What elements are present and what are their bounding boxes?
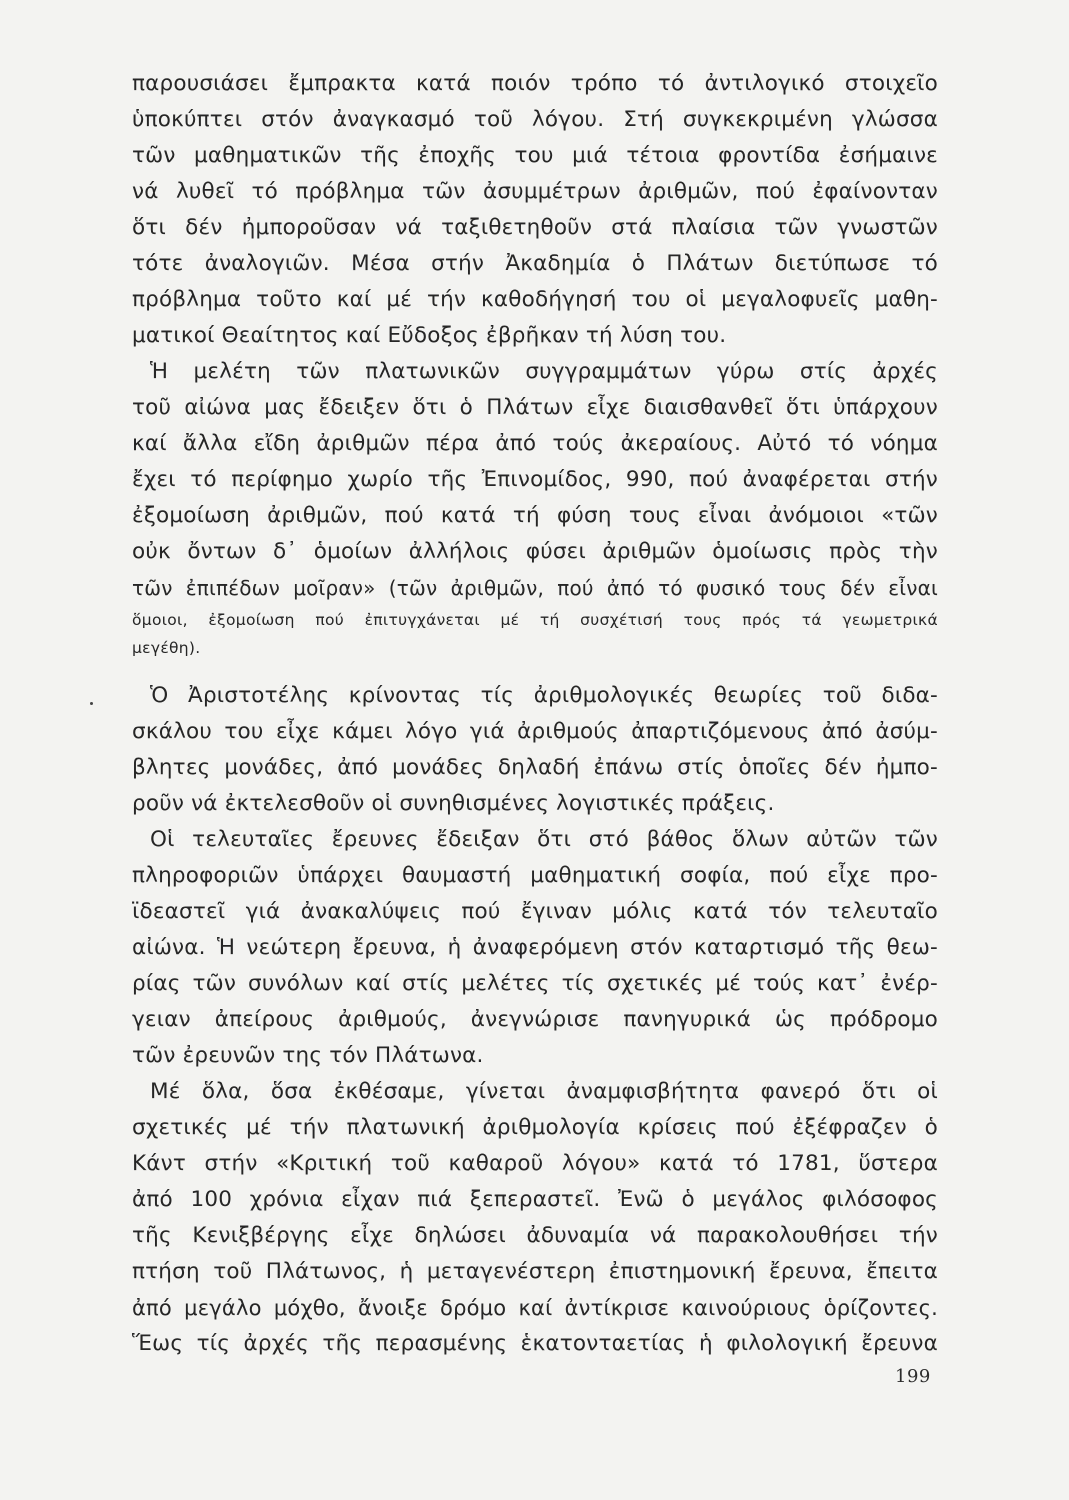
text-line: τότε ἀναλογιῶν. Μέσα στήν Ἀκαδημία ὁ Πλάτων διετύπωσε τό [132, 251, 938, 276]
text-line: βλητες μονάδες, ἀπό μονάδες δηλαδή ἐπάνω στίς ὁποῖες δέν ἠμπο- [132, 755, 938, 780]
text-line: Οἱ τελευταῖες ἔρευνες ἔδειξαν ὅτι στό βάθος ὅλων αὐτῶν τῶν [150, 827, 938, 852]
text-line: μεγέθη). [132, 639, 201, 657]
text-line: πληροφοριῶν ὑπάρχει θαυμαστή μαθηματική σοφία, πού εἶχε προ- [132, 863, 938, 888]
text-line: ἀπό μεγάλο μόχθο, ἄνοιξε δρόμο καί ἀντίκρισε καινούριους ὁρίζοντες. [132, 1296, 938, 1320]
text-line: πτήση τοῦ Πλάτωνος, ἡ μεταγενέστερη ἐπιστημονική ἔρευνα, ἔπειτα [132, 1259, 938, 1284]
page-number: 199 [895, 1366, 931, 1387]
text-line: ἀπό 100 χρόνια εἶχαν πιά ξεπεραστεῖ. Ἐνῶ ὁ μεγάλος φιλόσοφος [132, 1187, 938, 1212]
text-line: οὐκ ὄντων δ᾽ ὁμοίων ἀλλήλοις φύσει ἀριθμῶν ὁμοίωσις πρὸς τὴν [132, 539, 938, 564]
text-line: τῶν ἐρευνῶν της τόν Πλάτωνα. [132, 1043, 484, 1068]
text-line: ὅτι δέν ἠμποροῦσαν νά ταξιθετηθοῦν στά πλαίσια τῶν γνωστῶν [132, 215, 938, 240]
text-line: ἔχει τό περίφημο χωρίο τῆς Ἐπινομίδος, 990, πού ἀναφέρεται στήν [132, 467, 938, 492]
margin-mark [90, 702, 93, 705]
text-line: πρόβλημα τοῦτο καί μέ τήν καθοδήγησή του οἱ μεγαλοφυεῖς μαθη- [132, 287, 938, 312]
text-line: ἐξομοίωση ἀριθμῶν, πού κατά τή φύση τους εἶναι ἀνόμοιοι «τῶν [132, 503, 938, 528]
text-line: ὑποκύπτει στόν ἀναγκασμό τοῦ λόγου. Στή συγκεκριμένη γλώσσα [132, 107, 938, 132]
text-line: τῆς Κενιξβέργης εἶχε δηλώσει ἀδυναμία νά παρακολουθήσει τήν [132, 1223, 938, 1248]
text-line: τῶν ἐπιπέδων μοῖραν» (τῶν ἀριθμῶν, πού ἀπό τό φυσικό τους δέν εἶναι [132, 576, 938, 600]
text-line: τοῦ αἰώνα μας ἔδειξεν ὅτι ὁ Πλάτων εἶχε διαισθανθεῖ ὅτι ὑπάρχουν [132, 395, 938, 420]
text-line: καί ἄλλα εἴδη ἀριθμῶν πέρα ἀπό τούς ἀκεραίους. Αὐτό τό νόημα [132, 431, 938, 456]
text-line: Ἡ μελέτη τῶν πλατωνικῶν συγγραμμάτων γύρω στίς ἀρχές [150, 359, 938, 384]
text-line: παρουσιάσει ἔμπρακτα κατά ποιόν τρόπο τό ἀντιλογικό στοιχεῖο [132, 71, 938, 96]
text-line: τῶν μαθηματικῶν τῆς ἐποχῆς του μιά τέτοια φροντίδα ἐσήμαινε [132, 143, 938, 168]
text-line: σκάλου του εἶχε κάμει λόγο γιά ἀριθμούς ἀπαρτιζόμενους ἀπό ἀσύμ- [132, 719, 938, 744]
text-line: ὅμοιοι, ἐξομοίωση πού ἐπιτυγχάνεται μέ τή συσχέτισή τους πρός τά γεωμετρικά [132, 611, 938, 629]
text-line: ϊδεαστεῖ γιά ἀνακαλύψεις πού ἔγιναν μόλις κατά τόν τελευταῖο [132, 899, 938, 924]
body-text [132, 66, 938, 1362]
text-line: νά λυθεῖ τό πρόβλημα τῶν ἀσυμμέτρων ἀριθμῶν, πού ἐφαίνονταν [132, 179, 938, 204]
text-line: ρίας τῶν συνόλων καί στίς μελέτες τίς σχετικές μέ τούς κατ᾽ ἐνέρ- [132, 971, 938, 996]
text-line: γειαν ἀπείρους ἀριθμούς, ἀνεγνώρισε πανηγυρικά ὡς πρόδρομο [132, 1007, 938, 1032]
text-line: Ἕως τίς ἀρχές τῆς περασμένης ἑκατονταετίας ἡ φιλολογική ἔρευνα [132, 1331, 938, 1356]
text-line: Κάντ στήν «Κριτική τοῦ καθαροῦ λόγου» κατά τό 1781, ὕστερα [132, 1151, 938, 1176]
text-line: Μέ ὅλα, ὅσα ἐκθέσαμε, γίνεται ἀναμφισβήτητα φανερό ὅτι οἱ [150, 1079, 938, 1104]
text-line: ροῦν νά ἐκτελεσθοῦν οἱ συνηθισμένες λογιστικές πράξεις. [132, 791, 775, 816]
text-line: ματικοί Θεαίτητος καί Εὔδοξος ἐβρῆκαν τή λύση του. [132, 323, 727, 348]
text-line: σχετικές μέ τήν πλατωνική ἀριθμολογία κρίσεις πού ἐξέφραζεν ὁ [132, 1115, 938, 1140]
text-line: αἰώνα. Ἡ νεώτερη ἔρευνα, ἡ ἀναφερόμενη στόν καταρτισμό τῆς θεω- [132, 935, 938, 960]
text-line: Ὁ Ἀριστοτέλης κρίνοντας τίς ἀριθμολογικές θεωρίες τοῦ διδα- [150, 683, 938, 708]
